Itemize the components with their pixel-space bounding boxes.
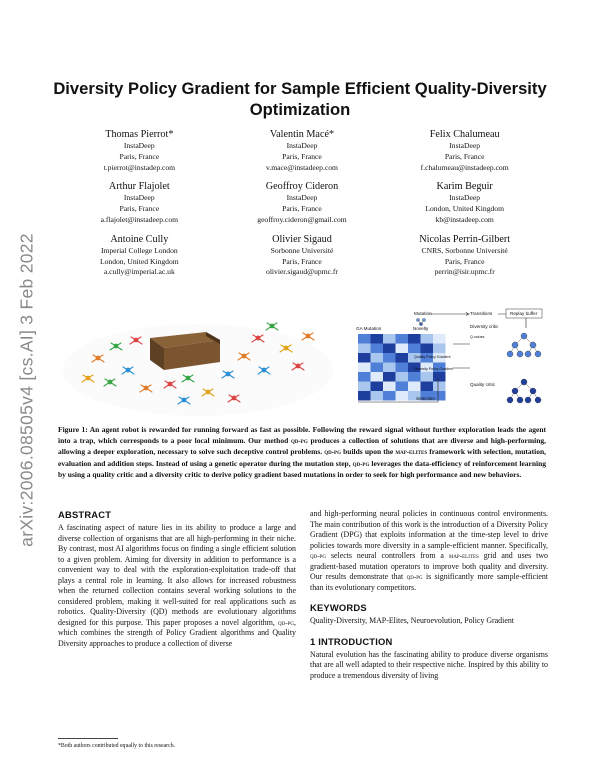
introduction-heading: 1 INTRODUCTION — [310, 635, 393, 647]
grid-cell — [433, 344, 446, 354]
grid-cell — [383, 391, 396, 401]
label-diversity-pg: Diversity Policy Gradient — [414, 367, 454, 371]
author-name: Arthur Flajolet — [108, 181, 170, 193]
author-block — [221, 180, 384, 225]
author-block — [221, 128, 384, 173]
author-location: Paris, France — [282, 151, 322, 161]
author-block — [221, 233, 384, 278]
grid-cell — [396, 372, 409, 382]
author-affiliation: CNRS, Sorbonne Université — [421, 245, 508, 255]
abstract-text-right: and high-performing neural policies in continuous control environments. The main contribution of this work is the introduction of a Diversity Policy Gradient (DPG) that exploits information at the time-step level to drive policies towards more diversity in a sample-efficient manner. Specifically, qd-pg selects neural controllers from a map-elites grid and uses two gradient-based mutation operators to improve both quality and diversity. Our results demonstrate that qd-pg is significantly more sample-efficient than its evolutionary competitors. — [310, 509, 548, 592]
author-email[interactable]: perrin@isir.upmc.fr — [434, 267, 495, 277]
left-column — [58, 509, 296, 649]
grid-cell — [358, 372, 371, 382]
author-name: Thomas Pierrot* — [105, 129, 174, 140]
author-location: London, United Kingdom — [425, 204, 504, 214]
arxiv-identifier: arXiv:2006.08505v4 [cs.AI] 3 Feb 2022 — [16, 233, 37, 547]
robot-trap-scene — [63, 323, 333, 416]
label-mutation: Mutation — [414, 311, 432, 316]
grid-cell — [433, 334, 446, 344]
author-affiliation: InstaDeep — [449, 193, 481, 203]
author-name: Karim Beguir — [436, 181, 493, 193]
author-name: Olivier Sigaud — [272, 233, 332, 245]
grid-cell — [358, 363, 371, 373]
grid-cell — [433, 382, 446, 392]
abstract-text-left: A fascinating aspect of nature lies in its ability to produce a large and diverse collection of organisms that are all high-performing in their niche. By contrast, most AI algorithms focus on finding a single efficient solution to a given problem. Aiming for diversity in addition to performance is a convenient way to deal with the exploration-exploitation trade-off that plays a central role in learning. It also allows for increased robustness when the returned collection contains several working solutions to the considered problem, making it well-suited for real applications such as robotics. Quality-Diversity (QD) methods are evolutionary algorithms designed for this purpose. This paper proposes a novel algorithm, qd-pg, which combines the strength of Policy Gradient algorithms and Quality Diversity approaches to produce a collection of diverse — [58, 523, 296, 648]
author-name: Antoine Cully — [110, 233, 169, 245]
author-email[interactable]: v.mace@instadeep.com — [266, 162, 338, 172]
paper-title: Diversity Policy Gradient for Sample Efficient Quality-Diversity Optimization — [53, 79, 547, 119]
label-selection: Selection — [416, 396, 435, 401]
author-location: Paris, France — [119, 151, 160, 161]
author-email[interactable]: t.pierrot@instadep.com — [103, 162, 176, 172]
grid-cell — [371, 344, 384, 354]
author-name: Geoffroy Cideron — [265, 181, 339, 193]
author-affiliation: InstaDeep — [286, 141, 318, 150]
footnote-rule — [58, 738, 118, 739]
grid-cell — [371, 353, 384, 363]
author-name: Valentin Macé* — [269, 129, 335, 140]
grid-cell — [421, 382, 434, 392]
introduction-text: Natural evolution has the fascinating ability to produce diverse organisms that are all well adapted to their respective niche. Inspired by this ability to produce a tremendous diversity of living — [310, 649, 548, 680]
label-replay-buffer: Replay buffer — [510, 311, 538, 316]
author-block — [383, 180, 546, 225]
label-novelty: Novelty — [413, 326, 429, 331]
author-location: Paris, France — [282, 256, 322, 266]
grid-cell — [396, 363, 409, 373]
label-ga-mutation: GA Mutation — [356, 326, 382, 331]
grid-cell — [371, 334, 384, 344]
keywords-heading: KEYWORDS — [310, 602, 367, 613]
figure-1 — [58, 308, 546, 420]
author-email[interactable]: kb@instadeep.com — [435, 214, 494, 224]
grid-cell — [421, 344, 434, 354]
qd-pg-diagram — [350, 309, 544, 418]
grid-cell — [358, 334, 371, 344]
grid-cell — [383, 353, 396, 363]
author-affiliation: InstaDeep — [123, 193, 155, 203]
author-block — [58, 128, 221, 173]
robot — [302, 333, 314, 340]
author-location: Paris, France — [282, 204, 322, 214]
grid-cell — [408, 382, 421, 392]
footnote: *Both authors contributed equally to this research. — [58, 743, 176, 749]
author-affiliation: InstaDeep — [123, 141, 155, 150]
author-location: Paris, France — [444, 256, 485, 266]
grid-cell — [371, 391, 384, 401]
keywords-text: Quality-Diversity, MAP-Elites, Neuroevolution, Policy Gradient — [310, 616, 514, 625]
grid-cell — [396, 334, 409, 344]
grid-cell — [371, 363, 384, 373]
author-email[interactable]: f.chalumeau@instadeep.com — [420, 162, 509, 172]
grid-cell — [358, 391, 371, 401]
author-block — [383, 128, 546, 173]
label-quality-critic: Quality critic — [470, 382, 496, 387]
grid-cell — [421, 372, 434, 382]
grid-cell — [358, 344, 371, 354]
author-affiliation: InstaDeep — [286, 193, 318, 203]
author-block — [383, 233, 546, 278]
author-affiliation: InstaDeep — [449, 141, 481, 150]
grid-cell — [358, 353, 371, 363]
author-name: Nicolas Perrin-Gilbert — [419, 233, 511, 245]
author-email[interactable]: geoffroy.cideron@gmail.com — [257, 214, 347, 224]
figure-1-illustration — [58, 308, 546, 420]
author-location: London, United Kingdom — [99, 256, 179, 266]
grid-cell — [396, 353, 409, 363]
author-block — [58, 180, 221, 225]
author-email[interactable]: olivier.sigaud@upmc.fr — [266, 267, 338, 277]
author-location: Paris, France — [119, 204, 160, 214]
grid-cell — [383, 344, 396, 354]
label-q-values: Q-values — [470, 335, 485, 339]
grid-cell — [371, 382, 384, 392]
right-column — [310, 509, 548, 681]
grid-cell — [396, 391, 409, 401]
author-name: Felix Chalumeau — [429, 129, 500, 140]
author-block — [58, 233, 221, 278]
grid-cell — [396, 382, 409, 392]
abstract-heading: ABSTRACT — [58, 509, 112, 520]
author-affiliation: Sorbonne Université — [270, 245, 334, 255]
grid-cell — [383, 334, 396, 344]
label-quality-pg: Quality Policy Gradient — [414, 355, 451, 359]
grid-cell — [383, 372, 396, 382]
grid-cell — [408, 344, 421, 354]
author-location: Paris, France — [444, 151, 485, 161]
grid-cell — [408, 334, 421, 344]
label-transitions: Transitions — [470, 311, 493, 316]
author-email[interactable]: a.cully@imperial.ac.uk — [103, 267, 175, 277]
robot — [266, 323, 278, 330]
grid-cell — [371, 372, 384, 382]
grid-cell — [383, 363, 396, 373]
grid-cell — [396, 344, 409, 354]
figure-caption: Figure 1: An agent robot is rewarded for running forward as fast as possible. Following the reward signal without further exploration leads the agent into a trap, which corresponds to a poor local minimum. Our method qd-pg produces a collection of solutions that are diverse and high-performing, allowing a deeper exploration, necessary to solve such deceptive control problems. qd-pg builds upon the map-elites framework with selection, mutation, evaluation and addition steps. Instead of using a genetic operator during the mutation step, qd-pg leverages the data-efficiency of reinforcement learning by using a quality critic and a diversity critic to derive policy gradient based mutations in order to seek for high performance and new behaviors. — [58, 425, 547, 479]
grid-cell — [408, 372, 421, 382]
grid-cell — [421, 334, 434, 344]
grid-cell — [383, 382, 396, 392]
author-list — [58, 128, 546, 278]
grid-cell — [433, 372, 446, 382]
author-affiliation: Imperial College London — [100, 245, 178, 255]
label-diversity-critic: Diversity critic — [470, 324, 499, 329]
author-email[interactable]: a.flajolet@instadeep.com — [100, 214, 179, 224]
grid-cell — [358, 382, 371, 392]
